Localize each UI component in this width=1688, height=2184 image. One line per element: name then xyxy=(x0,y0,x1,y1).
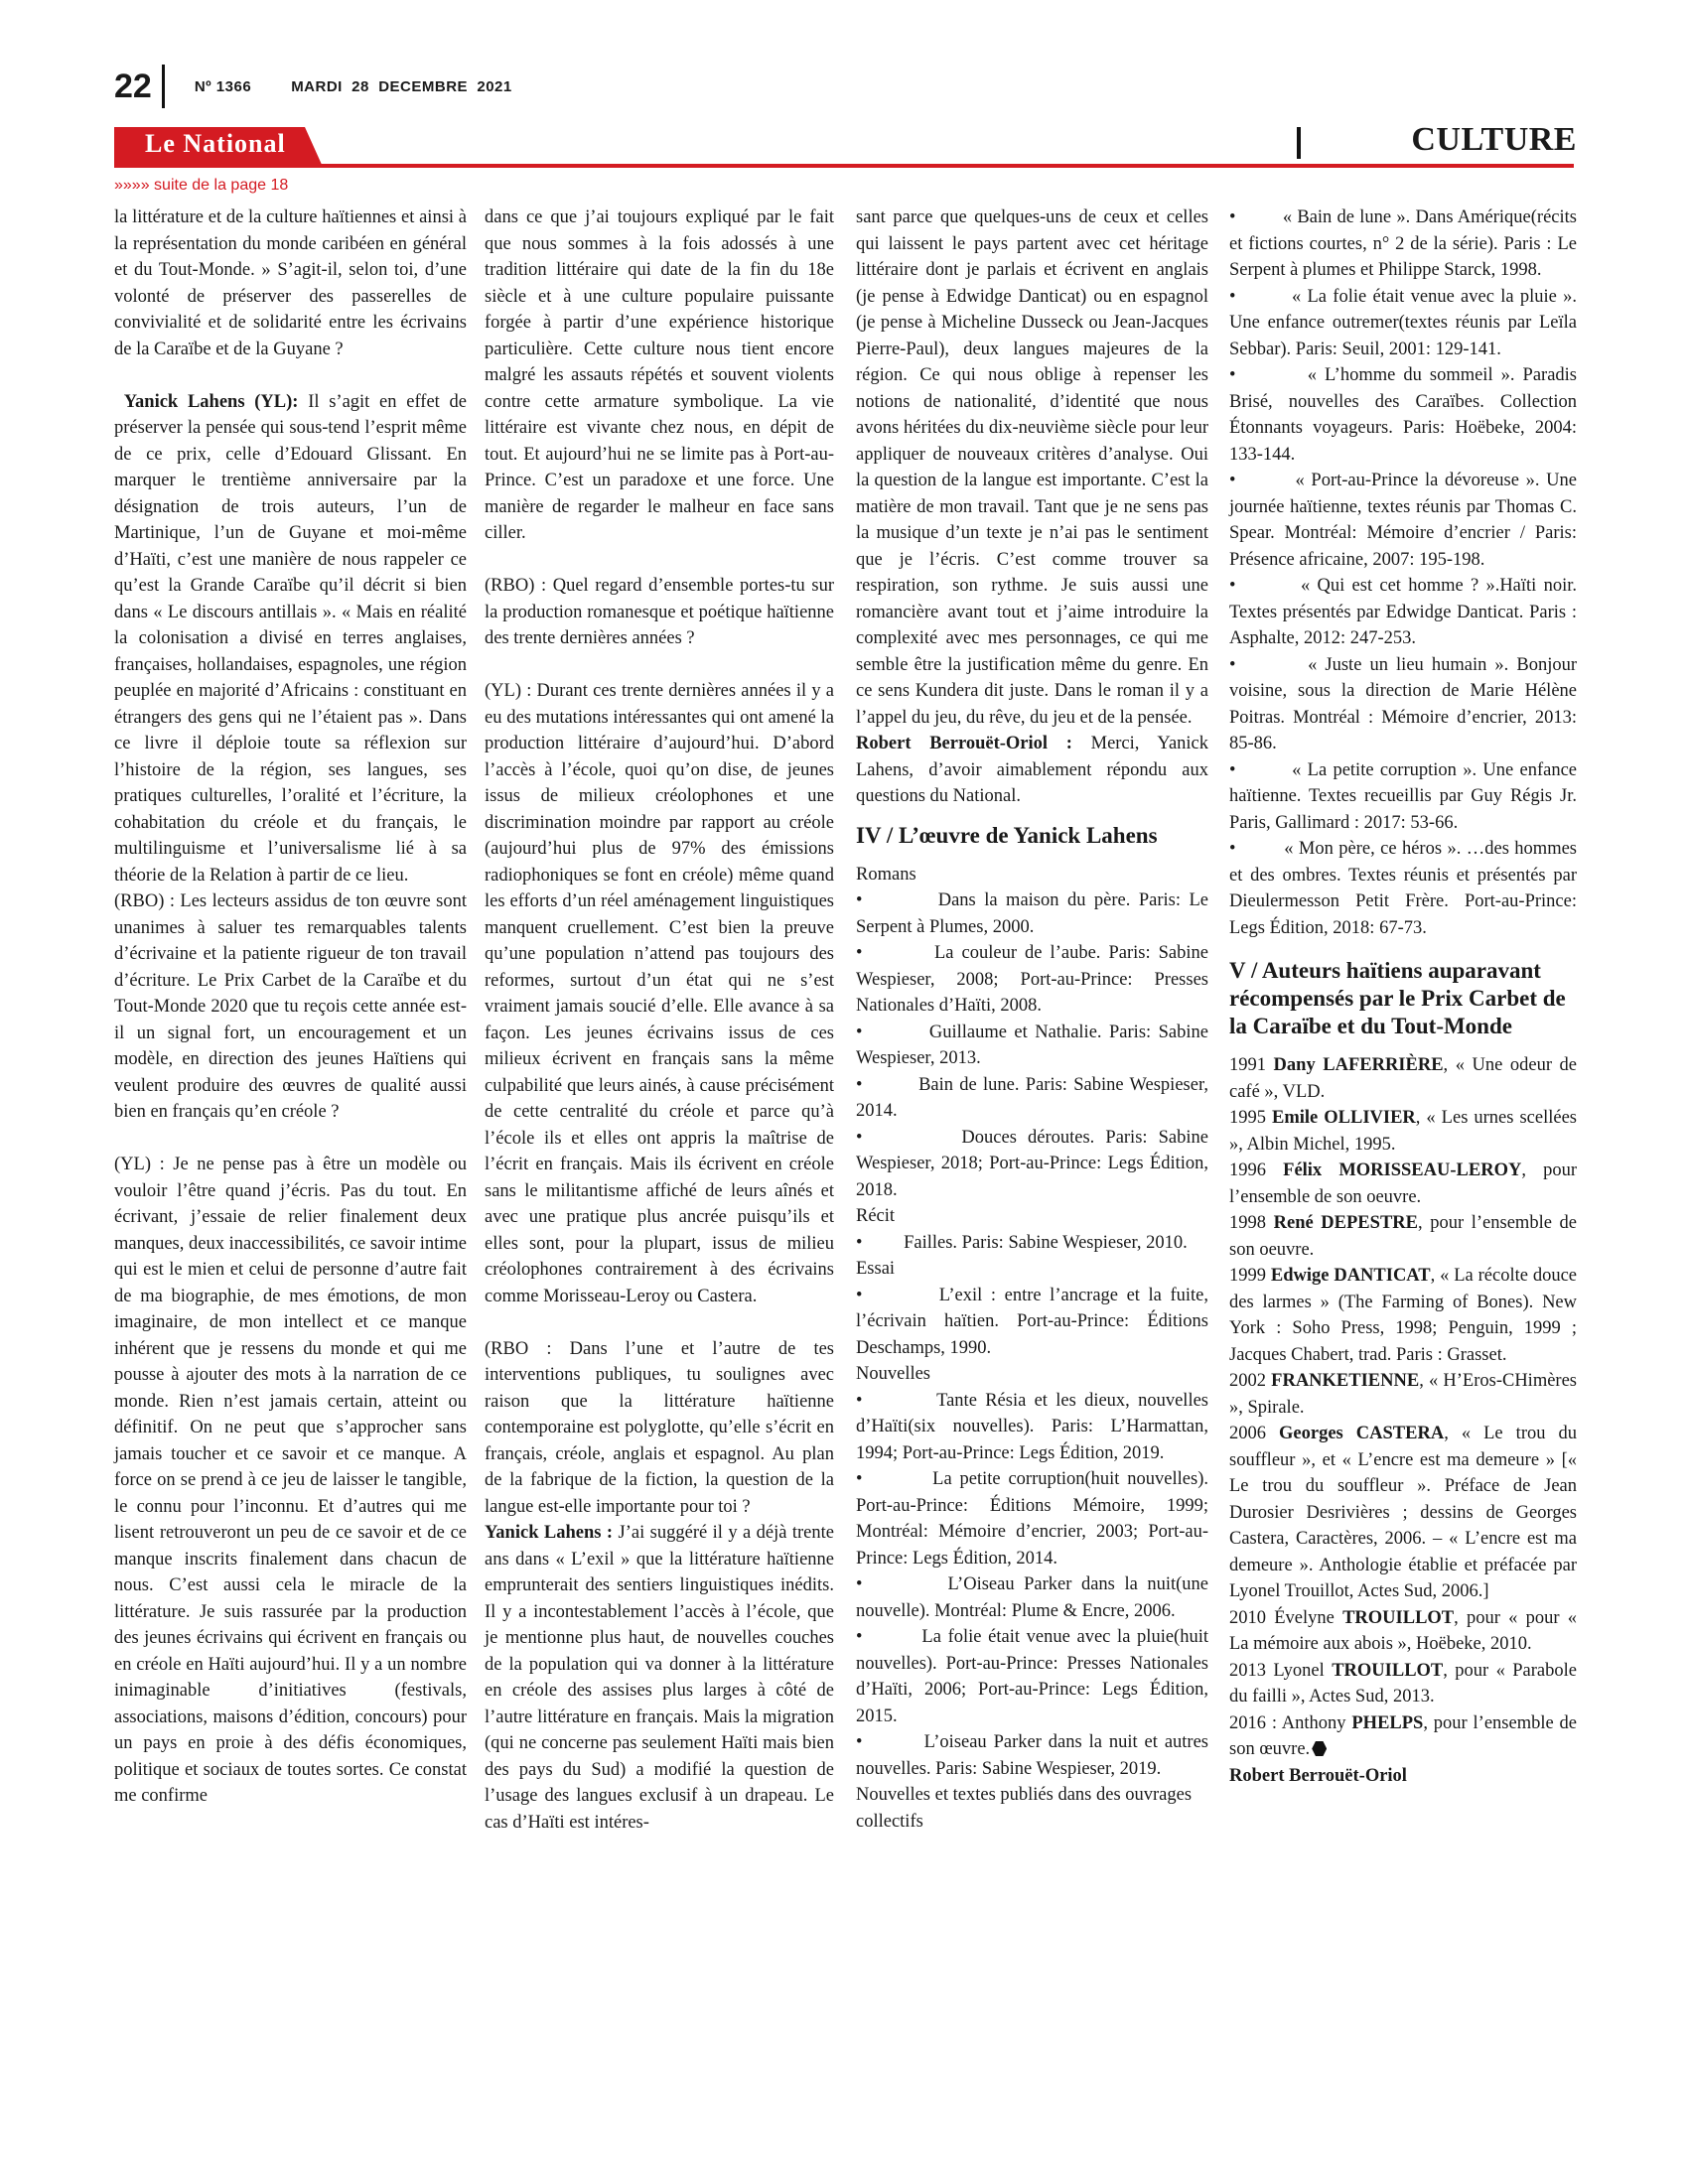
laureate-year: 2013 Lyonel xyxy=(1229,1660,1333,1681)
laureate-year: 2016 : Anthony xyxy=(1229,1712,1352,1733)
laureate-entry xyxy=(1229,1052,1577,1105)
laureate-work: , pour « pour « La mémoire aux abois », Hoëbeke, 2010. xyxy=(1229,1607,1577,1654)
paragraph: la littérature et de la culture haïtiennes et ainsi à la représentation du monde caribéen en général et du Tout-Monde. » S’agit-il, selon toi, d’une volonté de préserver des passerelles de convivialité et de solidarité entre les écrivains de la Caraïbe et de la Guyane ? xyxy=(114,207,467,359)
article-column-1 xyxy=(114,205,467,1810)
laureate-entry xyxy=(1229,1158,1577,1210)
list-item: • Tante Résia et les dieux, nouvelles d’Haïti(six nouvelles). Paris: L’Harmattan, 1994; Port-au-Prince: Legs Édition, 2019. xyxy=(856,1390,1208,1463)
article-column-3 xyxy=(856,205,1208,1835)
paragraph xyxy=(485,1520,834,1836)
paragraph: sant parce que quelques-uns de ceux et celles qui laissent le pays partent avec cet héritage littéraire dont je parlais et écrivent en anglais (je pense à Edwidge Danticat) ou en espagnol (je pense à Micheline Dusseck ou Jean-Jacques Pierre-Paul), deux langues majeures de la région. Ce qui nous oblige à repenser les notions de nationalité, d’identité que nous avons héritées du dix-neuvième siècle pour leur appliquer de nouveaux critères d’analyse. Oui la question de la langue est importante. C’est la matière de mon travail. Tant que je ne sens pas la musique d’un texte je n’ai pas le sentiment que je l’écris. C’est comme trouver sa respiration, son rythme. Je suis aussi une romancière avant tout et j’aime introduire la complexité avec mes personnages, ce qui me semble être la justification même du genre. En ce sens Kundera dit juste. Dans le roman il y a l’appel du jeu, du rêve, du jeu et de la pensée. xyxy=(856,207,1208,728)
laureate-name: Georges CASTERA xyxy=(1279,1424,1445,1443)
list-item: • La petite corruption(huit nouvelles). Port-au-Prince: Éditions Mémoire, 1999; Montréal: Mémoire d’encrier, 2003; Port-au-Prince: Legs Édition, 2014. xyxy=(856,1469,1208,1569)
laureate-name: FRANKETIENNE xyxy=(1271,1371,1420,1391)
laureate-year: 2006 xyxy=(1229,1424,1280,1443)
laureate-work: , « H’Eros-CHimères », Spirale. xyxy=(1229,1371,1577,1418)
list-item: • « Juste un lieu humain ». Bonjour voisine, sous la direction de Marie Hélène Poitras. Montréal : Mémoire d’encrier, 2013: 85-86. xyxy=(1229,654,1577,753)
category-label: Récit xyxy=(856,1206,896,1226)
speaker-label: Robert Berrouët-Oriol : xyxy=(856,734,1072,753)
list-item: • « L’homme du sommeil ». Paradis Brisé, nouvelles des Caraïbes. Collection Étonnants voyageurs. Paris: Hoëbeke, 2004: 133-144. xyxy=(1229,365,1577,465)
laureate-entry xyxy=(1229,1421,1577,1605)
laureate-entry xyxy=(1229,1368,1577,1421)
category-label: Essai xyxy=(856,1259,896,1279)
list-item: • Dans la maison du père. Paris: Le Serpent à Plumes, 2000. xyxy=(856,890,1208,937)
laureate-year: 2002 xyxy=(1229,1371,1272,1391)
author-signature: Robert Berrouët-Oriol xyxy=(1229,1765,1407,1786)
answer-text: J’ai suggéré il y a déjà trente ans dans « L’exil » que la littérature haïtienne emprunterait des sentiers linguistiques inédits. Il y a incontestablement l’accès à l’école, que je mentionne plus haut, de nouvelles couches de la population qui va donner à la littérature en créole des assises plus larges à côté de l’autre littérature en français. Mais la migration (qui ne concerne pas seulement Haïti mais bien des pays du Sud) a modifié la question de l’usage des langues exclusif à un drapeau. Le cas d’Haïti est intéres- xyxy=(485,1523,834,1833)
page-header xyxy=(114,62,512,111)
laureate-entry xyxy=(1229,1263,1577,1368)
header-divider xyxy=(162,65,165,108)
issue-number: Nº 1366 xyxy=(194,77,252,95)
list-item: • « La folie était venue avec la pluie ». Une enfance outremer(textes réunis par Leïla Sebbar). Paris: Seuil, 2001: 129-141. xyxy=(1229,286,1577,359)
laureate-name: TROUILLOT xyxy=(1342,1607,1455,1628)
issue-date: MARDI 28 DECEMBRE 2021 xyxy=(291,77,512,95)
category-label: Romans xyxy=(856,864,916,885)
subheading-oeuvre: IV / L’œuvre de Yanick Lahens xyxy=(856,822,1158,848)
header-rule xyxy=(114,164,1574,168)
list-item: • La folie était venue avec la pluie(huit nouvelles). Port-au-Prince: Presses Nationales d’Haïti, 2006; Port-au-Prince: Legs Édition, 2015. xyxy=(856,1627,1208,1726)
list-item: • Douces déroutes. Paris: Sabine Wespieser, 2018; Port-au-Prince: Legs Édition, 2018. xyxy=(856,1127,1208,1200)
laureate-year: 1991 xyxy=(1229,1055,1274,1075)
laureate-name: Edwige DANTICAT xyxy=(1270,1266,1431,1286)
paragraph: (RBO) : Les lecteurs assidus de ton œuvre sont unanimes à saluer tes remarquables talents d’écrivaine et la patiente rigueur de ton travail d’écriture. Le Prix Carbet de la Caraïbe et du Tout-Monde 2020 que tu reçois cette année est-il un signal fort, un encouragement et un modèle, en direction des jeunes Haïtiens qui veulent produire des œuvres de qualité aussi bien en français qu’en créole ? xyxy=(114,891,467,1122)
laureate-name: Dany LAFERRIÈRE xyxy=(1273,1055,1444,1075)
section-divider xyxy=(1297,127,1301,159)
list-item: • Bain de lune. Paris: Sabine Wespieser, 2014. xyxy=(856,1074,1208,1121)
laureate-work: , « Une odeur de café », VLD. xyxy=(1229,1055,1578,1102)
laureate-entry xyxy=(1229,1105,1577,1158)
laureate-name: TROUILLOT xyxy=(1332,1660,1444,1681)
newspaper-logo: Le National xyxy=(145,129,286,158)
laureate-work: , pour l’ensemble de son oeuvre. xyxy=(1229,1213,1577,1260)
list-item: • « Port-au-Prince la dévoreuse ». Une journée haïtienne, textes réunis par Thomas C. Spear. Montréal: Mémoire d’encrier / Paris: Présence africaine, 2007: 195-198. xyxy=(1229,471,1577,570)
article-column-2 xyxy=(485,205,834,1836)
laureate-name: PHELPS xyxy=(1351,1712,1424,1733)
laureate-year: 1999 xyxy=(1229,1266,1271,1286)
answer-text: Merci, Yanick Lahens, d’avoir aimablement répondu aux questions du National. xyxy=(856,734,1209,806)
laureate-year: 1995 xyxy=(1229,1108,1273,1128)
list-item: • « Qui est cet homme ? ».Haïti noir. Textes présentés par Edwidge Danticat. Paris : Asphalte, 2012: 247-253. xyxy=(1229,576,1577,648)
answer-text: Il s’agit en effet de préserver la pensée qui sous-tend l’esprit même de ce prix, celle d’Edouard Glissant. En marquer le trentième anniversaire par la désignation de trois auteurs, l’un de Martinique, l’un de Guyane et moi-même d’Haïti, c’est une manière de nous rappeler ce qu’est la Grande Caraïbe qu’il décrit si bien dans « Le discours antillais ». « Mais en réalité la colonisation a divisé en terres anglaises, françaises, hollandaises, espagnoles, une région peuplée en majorité d’Africains : constituant en étrangers des gens qui ne l’étaient pas ». Dans ce livre il déploie toute sa réflexion sur l’histoire de la région, ses langues, ses pratiques culturelles, l’oralité et l’écriture, la cohabitation du créole et du français, le multilinguisme et l’universalisme lié à sa théorie de la Relation à partir de ce lieu. xyxy=(114,391,467,886)
list-item: • L’exil : entre l’ancrage et la fuite, l’écrivain haïtien. Port-au-Prince: Éditions Deschamps, 1990. xyxy=(856,1285,1208,1358)
laureate-entry xyxy=(1229,1658,1577,1710)
laureate-entry xyxy=(1229,1710,1577,1763)
list-item: • L’oiseau Parker dans la nuit et autres nouvelles. Paris: Sabine Wespieser, 2019. xyxy=(856,1732,1208,1779)
list-item: • La couleur de l’aube. Paris: Sabine Wespieser, 2008; Port-au-Prince: Presses Nationales d’Haïti, 2008. xyxy=(856,943,1208,1016)
continued-from: »»»» suite de la page 18 xyxy=(114,177,289,194)
laureate-work: , pour l’ensemble de son œuvre. xyxy=(1229,1712,1577,1759)
laureate-name: Félix MORISSEAU-LEROY xyxy=(1283,1160,1522,1180)
laureate-name: Emile OLLIVIER xyxy=(1272,1108,1416,1128)
end-of-article-icon xyxy=(1312,1741,1327,1756)
list-item: • « Bain de lune ». Dans Amérique(récits et fictions courtes, n° 2 de la série). Paris : Le Serpent à plumes et Philippe Starck, 1998. xyxy=(1229,207,1577,280)
paragraph: (YL) : Je ne pense pas à être un modèle ou vouloir l’être quand j’écris. Pas du tout. En écrivant, j’essaie de relier finalement deux manques, deux inaccessibilités, ce savoir intime qui est le mien et celui de personne d’autre fait de ma biographie, de mes émotions, de mon imaginaire, de mon intellect et ce manque inhérent que je ressens du monde et qui me pousse à ajouter des mots à la narration de ce monde. Rien n’est jamais certain, atteint ou définitif. On ne peut que s’approcher sans jamais toucher et ce savoir et ce manque. A force on se prend à ce jeu de laisser le tangible, le connu pour l’inconnu. Et d’autres qui me lisent retrouveront un peu de ce savoir et de ce manque inscrits finalement dans chacun de nous. C’est aussi cela le miracle de la littérature. Je suis rassurée par la production des jeunes écrivains qui écrivent en français ou en créole en Haïti aujourd’hui. Il y a un nombre inimaginable d’initiatives (festivals, associations, maisons d’édition, concours) pour un pays en proie à des défis économiques, politique et sociaux de toutes sortes. Ce constat me confirme xyxy=(114,1155,467,1806)
paragraph: (RBO : Dans l’une et l’autre de tes interventions publiques, tu soulignes avec raison que la littérature haïtienne contemporaine est polyglotte, qu’elle s’écrit en français, créole, anglais et espagnol. Au plan de la fabrique de la fiction, la question de la langue est-elle importante pour toi ? xyxy=(485,1338,834,1517)
laureate-year: 1998 xyxy=(1229,1213,1274,1233)
speaker-label: Yanick Lahens : xyxy=(485,1523,614,1543)
paragraph xyxy=(114,389,467,889)
laureate-year: 1996 xyxy=(1229,1160,1284,1180)
category-label: Nouvelles et textes publiés dans des ouvrages collectifs xyxy=(856,1785,1193,1832)
laureate-name: René DEPESTRE xyxy=(1273,1213,1418,1233)
speaker-label: Yanick Lahens (YL): xyxy=(123,391,299,412)
category-label: Nouvelles xyxy=(856,1364,931,1384)
paragraph: (RBO) : Quel regard d’ensemble portes-tu sur la production romanesque et poétique haïtienne des trente dernières années ? xyxy=(485,576,834,648)
laureate-work: , « La récolte douce des larmes » (The Farming of Bones). New York : Soho Press, 1998; Penguin, 1999 ; Jacques Chabert, trad. Paris : Grasset. xyxy=(1229,1266,1577,1365)
laureate-work: , « Les urnes scellées », Albin Michel, 1995. xyxy=(1229,1108,1577,1155)
laureate-entry xyxy=(1229,1605,1577,1658)
list-item: • L’Oiseau Parker dans la nuit(une nouvelle). Montréal: Plume & Encre, 2006. xyxy=(856,1574,1208,1621)
section-title: CULTURE xyxy=(1411,121,1577,158)
page-number: 22 xyxy=(114,67,152,105)
laureate-work: , « Le trou du souffleur », et « L’encre est ma demeure » [« Le trou du souffleur ». Préface de Jean Durosier Desrivières ; dessins de Georges Castera, Caractères, 2006. – « L’encre est ma demeure ». Anthologie établie et préfacée par Lyonel Trouillot, Actes Sud, 2006.] xyxy=(1229,1424,1578,1601)
subheading-auteurs: V / Auteurs haïtiens auparavant récompensés par le Prix Carbet de la Caraïbe et du Tout-Monde xyxy=(1229,958,1566,1038)
list-item: • Guillaume et Nathalie. Paris: Sabine Wespieser, 2013. xyxy=(856,1022,1208,1068)
paragraph xyxy=(856,731,1208,810)
laureate-work: , pour « Parabole du failli », Actes Sud, 2013. xyxy=(1229,1660,1577,1706)
paragraph: dans ce que j’ai toujours expliqué par le fait que nous sommes à la fois adossés à une tradition littéraire qui date de la fin du 18e siècle et à une culture populaire puissante forgée à partir d’une expérience historique particulière. Cette culture nous tient encore malgré les assauts répétés et souvent violents contre cette armature symbolique. La vie littéraire est vivante chez nous, en dépit de tout. Et aujourd’hui ne se limite pas à Port-au-Prince. C’est un paradoxe et une force. Une manière de regarder le malheur en face sans ciller. xyxy=(485,207,834,543)
paragraph: (YL) : Durant ces trente dernières années il y a eu des mutations intéressantes qui ont amené la production littéraire d’aujourd’hui. D’abord l’accès à l’école, quoi qu’on dise, de jeunes issus de milieux créolophones et une discrimination moindre par rapport au créole (aujourd’hui plus de 97% des émissions radiophoniques se font en créole) même quand les efforts d’un réel aménagement linguistiques manquent cruellement. C’est bien la preuve qu’une population n’attend pas toujours des reformes, surtout d’un état qui ne s’est vraiment jamais soucié d’elle. Elle avance à sa façon. Les jeunes écrivains issus de ces milieux écrivent en français sans la même culpabilité que leurs ainés, à cause précisément de cette centralité du créole et parce qu’à l’école ils et elles ont appris la maîtrise de l’écrit en français. Mais ils écrivent en créole sans le militantisme affiché de leurs aînés et avec une pratique plus ancrée puisqu’ils et elles sont, pour la plupart, issus de milieu créolophones contrairement à des écrivains comme Morisseau-Leroy ou Castera. xyxy=(485,681,834,1306)
list-item: • « La petite corruption ». Une enfance haïtienne. Textes recueillis par Guy Régis Jr. Paris, Gallimard : 2017: 53-66. xyxy=(1229,759,1577,833)
laureate-year: 2010 Évelyne xyxy=(1229,1607,1343,1628)
laureate-work: , pour l’ensemble de son oeuvre. xyxy=(1229,1160,1577,1207)
laureate-entry xyxy=(1229,1210,1577,1263)
list-item: • Failles. Paris: Sabine Wespieser, 2010. xyxy=(856,1232,1188,1253)
list-item: • « Mon père, ce héros ». …des hommes et des ombres. Textes réunis et présentés par Dieulermesson Petit Frère. Port-au-Prince: Legs Édition, 2018: 67-73. xyxy=(1229,839,1577,938)
article-column-4 xyxy=(1229,205,1577,1789)
